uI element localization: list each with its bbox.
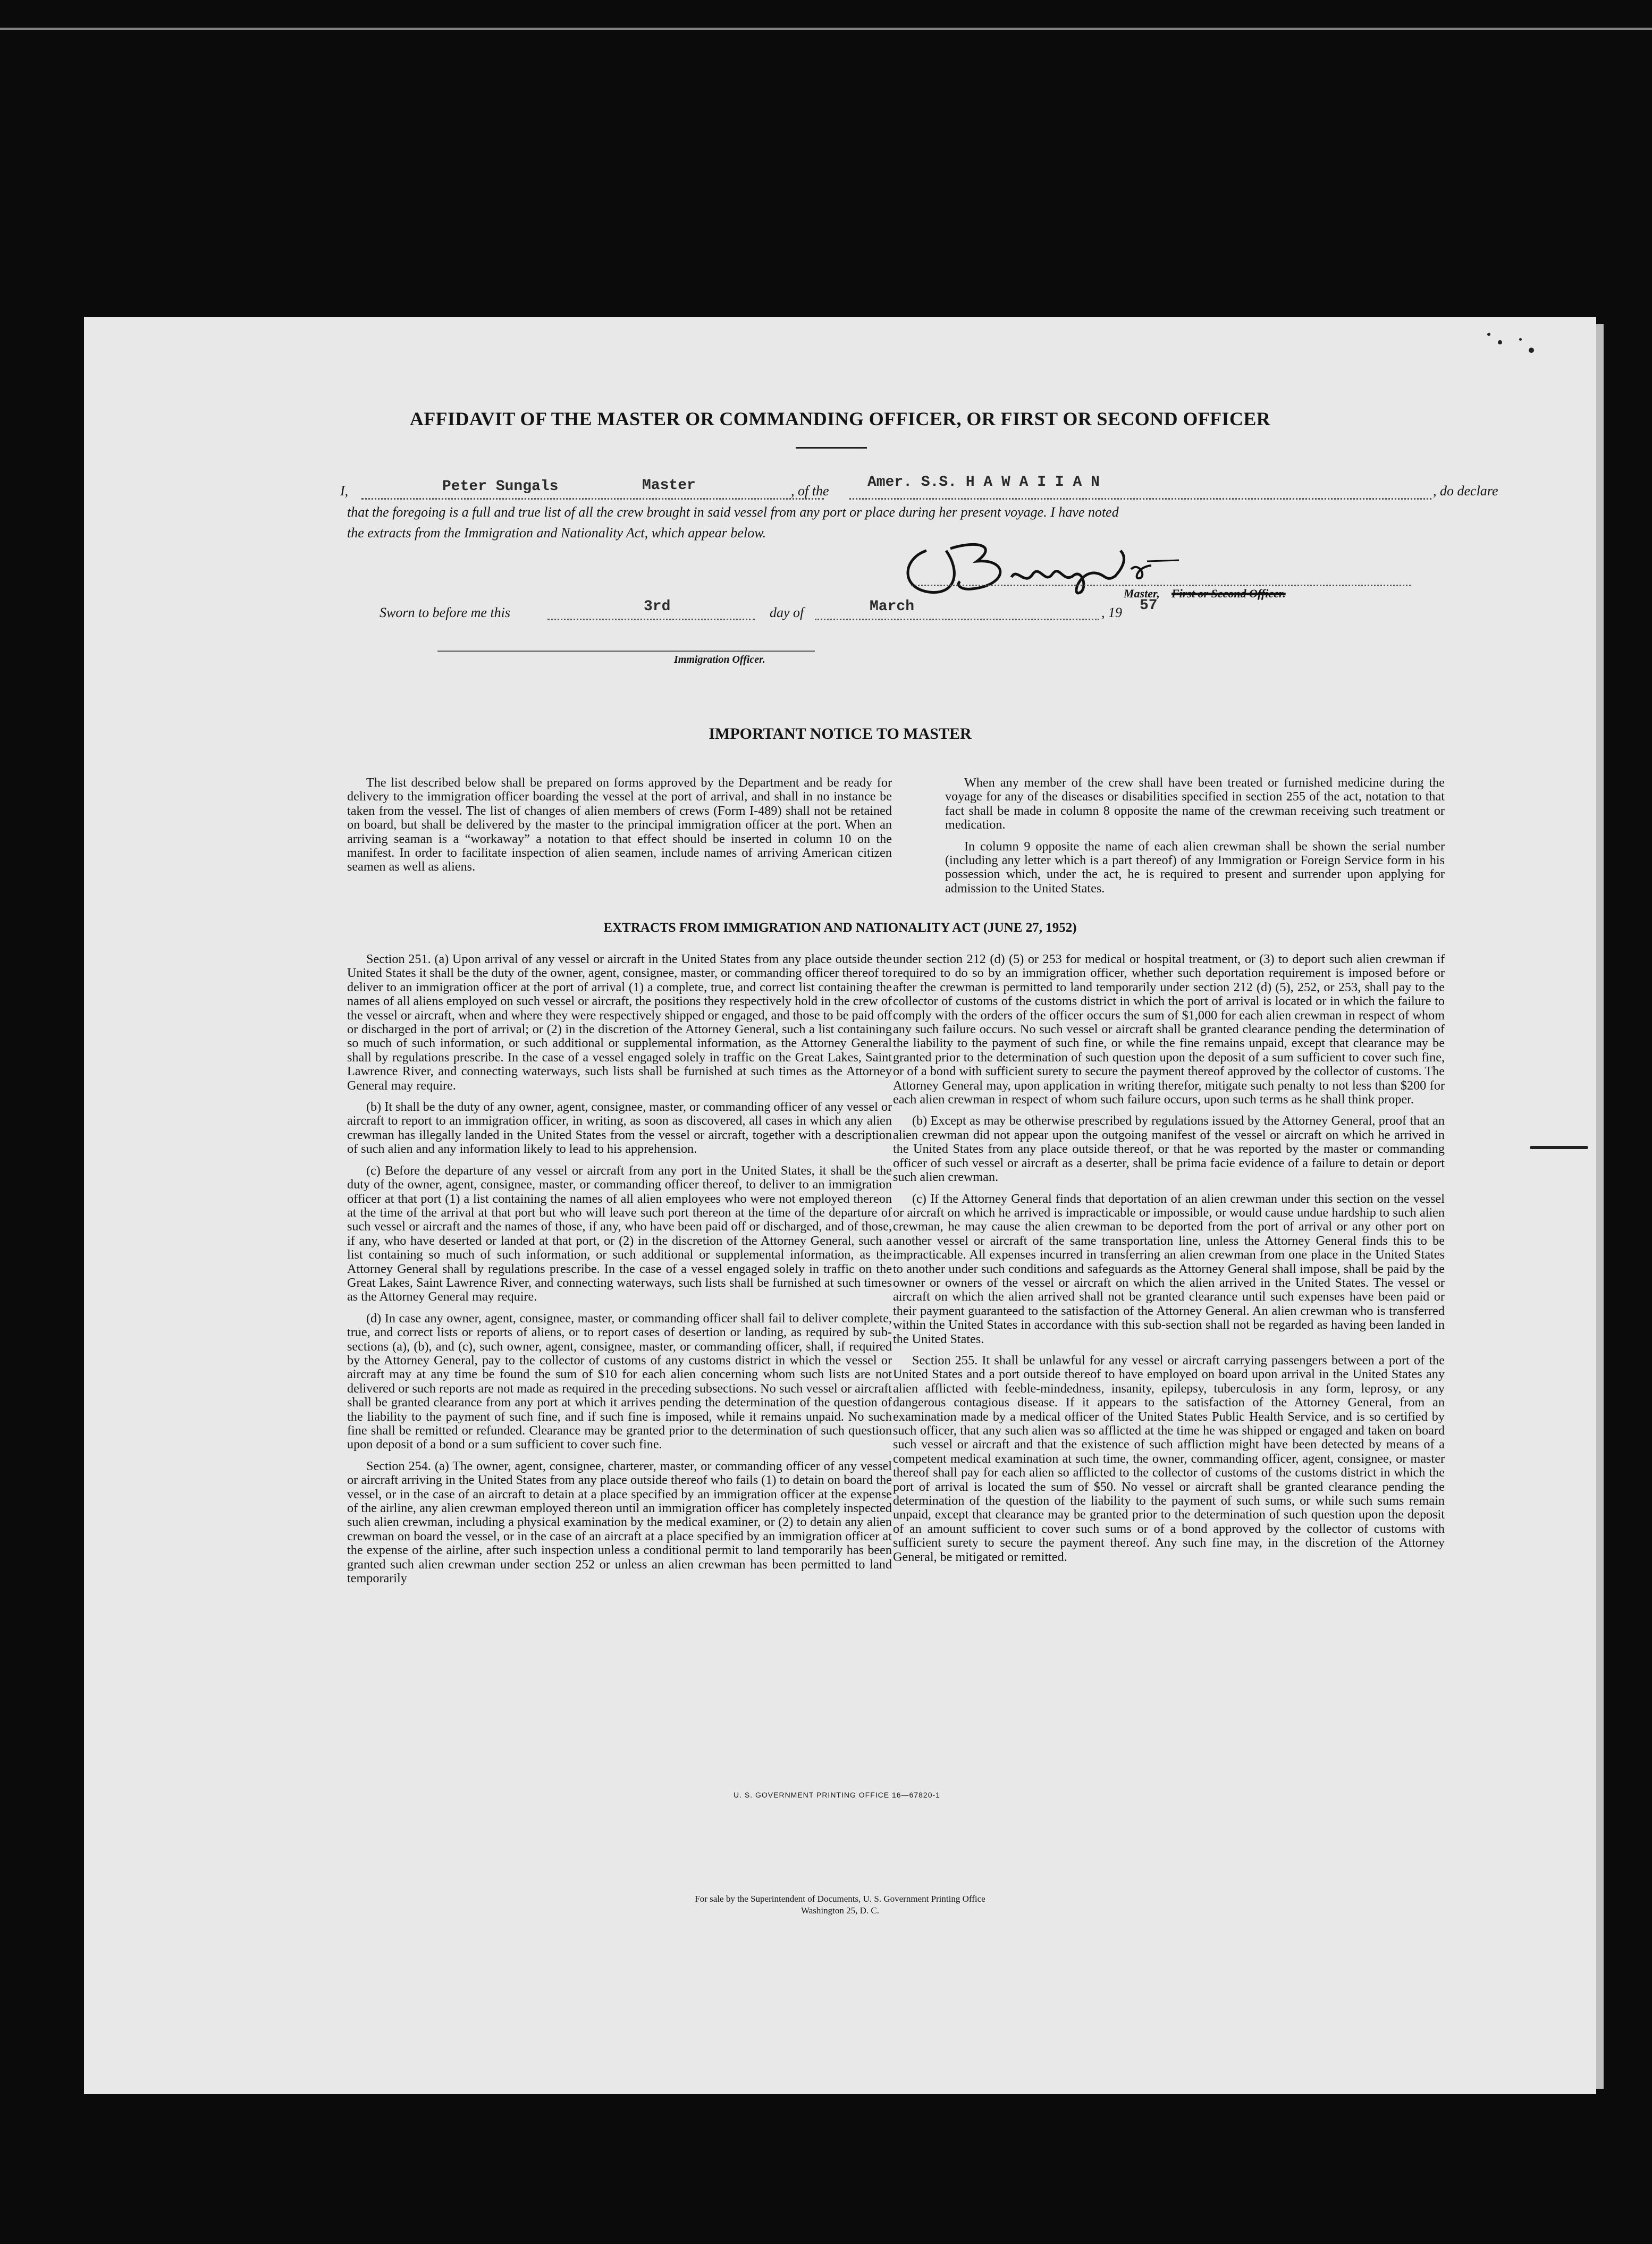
immigration-officer-label: Immigration Officer. <box>674 654 765 665</box>
heading-rule <box>796 447 867 449</box>
extracts-right-column <box>893 952 1445 1572</box>
section-251-a: Section 251. (a) Upon arrival of any vessel or aircraft in the United States from any place outside the United States it shall be the duty of the owner, agent, consignee, master, or commanding officer thereof to deliver to an immigration officer at the port of arrival (1) a complete, true, and correct list containing the names of all aliens employed on such vessel or aircraft, the positions they respectively hold in the crew of the vessel or aircraft, when and where they were respectively shipped or engaged, and those to be paid off or discharged in the port of arrival; or (2) in the discretion of the Attorney General, such a list containing so much of such information, or such additional or supplemental information, as the Attorney General shall by regulations prescribe. In the case of a vessel engaged solely in traffic on the Great Lakes, Saint Lawrence River, and connecting waterways, such lists shall be furnished at such times as the Attorney General may require. <box>347 952 892 1093</box>
signature-line <box>911 585 1411 586</box>
section-251-b: (b) It shall be the duty of any owner, agent, consignee, master, or commanding officer of any vessel or aircraft to report to an immigration officer, in writing, as soon as discovered, all cases in which any alien crewman has illegally landed in the United States from the vessel or aircraft, together with a description of such alien and any information likely to lead to his apprehension. <box>347 1100 892 1157</box>
vessel-name: Amer. S.S. H A W A I I A N <box>867 474 1100 491</box>
declaration-line-1: that the foregoing is a full and true list of all the crew brought in said vessel from any port or place during her present voyage. I have noted <box>347 504 1119 520</box>
scan-top-edge <box>0 28 1652 30</box>
name-field-line <box>361 498 824 500</box>
year-prefix: , 19 <box>1101 605 1122 620</box>
section-251-c: (c) Before the departure of any vessel or aircraft from any port in the United States, it shall be the duty of the owner, agent, consignee, master, or commanding officer thereof, to deliver to an immigration officer at that port (1) a list containing the names of all alien employees who were not employed thereon at the time of the arrival at that port but who will leave such port thereon at the time of the departure of such vessel or aircraft and the names of those, if any, who have been paid off or discharged, and of those, if any, who have deserted or landed at that port, or (2) in the discretion of the Attorney General, such a list containing so much of such information, or such additional or supplemental information, as the Attorney General shall by regulations prescribe. In the case of a vessel engaged solely in traffic on the Great Lakes, Saint Lawrence River, and connecting waterways, such lists shall be furnished at such times as the Attorney General may require. <box>347 1163 892 1304</box>
sale-line-2: Washington 25, D. C. <box>801 1905 879 1916</box>
notice-right-paragraph-2: In column 9 opposite the name of each alien crewman shall be shown the serial number (including any letter which is a part thereof) of any Immigration or Foreign Service form in his possession which, under the act, he is required to present and surrender upon applying for admission to the United States. <box>945 839 1445 896</box>
i-label: I, <box>340 483 349 499</box>
vessel-field-line <box>849 498 1431 500</box>
signature-title-struck: First or Second Officer. <box>1171 587 1286 600</box>
sworn-day-line <box>547 619 755 620</box>
printer-mark: U. S. GOVERNMENT PRINTING OFFICE 16—67820-1 <box>734 1791 940 1799</box>
scan-speck <box>1529 348 1534 353</box>
immigration-officer-line <box>437 651 815 652</box>
section-254-b: (b) Except as may be otherwise prescribed by regulations issued by the Attorney General, proof that an alien crewman did not appear upon the outgoing manifest of the vessel or aircraft on which he arrived in the United States from any place outside thereof, or that he was reported by the master or commanding officer of such vessel or aircraft as a deserter, shall be prima facie evidence of a failure to detain or deport such alien crewman. <box>893 1113 1445 1185</box>
scan-page-edge <box>1596 324 1604 2089</box>
scan-speck <box>1498 340 1502 344</box>
do-declare-label: , do declare <box>1433 483 1498 499</box>
section-254-a-continued: under section 212 (d) (5) or 253 for medical or hospital treatment, or (3) to deport such alien crewman if required to do so by an immigration officer, whether such deportation requirement is imposed before or after the crewman is permitted to land temporarily under section 212 (d) (5), 252, or 253, shall pay to the collector of customs of the customs district in which the port of arrival is located or in which the failure to comply with the orders of the officer occurs the sum of $1,000 for each alien crewman in respect of whom any such failure occurs. No such vessel or aircraft shall be granted clearance pending the determination of the liability to the payment of such fine, or while the fine remains unpaid, except that clearance may be granted prior to the determination of such question upon the deposit of a sum sufficient to cover such fine, or of a bond with sufficient surety to secure the payment thereof approved by the collector of customs. The Attorney General may, upon application in writing therefor, mitigate such penalty to not less than $200 for each alien crewman in respect of whom such failure occurs, upon such terms as he shall think proper. <box>893 952 1445 1107</box>
section-254-c: (c) If the Attorney General finds that deportation of an alien crewman under this section on the vessel or aircraft on which he arrived is impracticable or impossible, or would cause undue hardship to such alien crewman, he may cause the alien crewman to be deported from the port of arrival or any other port on another vessel or aircraft of the same transportation line, unless the Attorney General finds this to be impracticable. All expenses incurred in transferring an alien crewman from one place in the United States to another under such conditions and safeguards as the Attorney General shall impose, shall be paid by the owner or owners of the vessel or aircraft on which the alien arrived in the United States. The vessel or aircraft on which the alien arrived shall not be granted clearance until such expenses have been paid or their payment guaranteed to the satisfaction of the Attorney General. An alien crewman who is transferred within the United States in accordance with this sub-section shall not be regarded as having been landed in the United States. <box>893 1191 1445 1346</box>
notice-left-paragraph: The list described below shall be prepared on forms approved by the Department and be ready for delivery to the immigration officer boarding the vessel at the port of arrival, and shall in no instance be taken from the vessel. The list of changes of alien members of crews (Form I-489) shall not be retained on board, but shall be delivered by the master to the principal immigration officer at the port. When an arriving seaman is a “workaway” a notation to that effect should be inserted in column 10 on the manifest. In order to facilitate inspection of alien seamen, include names of arriving American citizen seamen as well as aliens. <box>347 775 892 874</box>
notice-heading: IMPORTANT NOTICE TO MASTER <box>709 725 972 743</box>
section-251-d: (d) In case any owner, agent, consignee, master, or commanding officer shall fail to deliver complete, true, and correct lists or reports of aliens, or to report cases of desertion or landing, as required by sub-sections (a), (b), and (c), such owner, agent, consignee, master, or commanding officer, shall, if required by the Attorney General, pay to the collector of customs of any customs district in which the vessel or aircraft may at any time be found the sum of $10 for each alien concerning whom such lists are not delivered or such reports are not made as required in the preceding subsections. No such vessel or aircraft shall be granted clearance from any port at which it arrives pending the determination of the question of the liability to the payment of such fine, and if such fine is imposed, while it remains unpaid. No such fine shall be remitted or refunded. Clearance may be granted prior to the determination of such question upon deposit of a bond or a sum sufficient to cover such fine. <box>347 1311 892 1452</box>
declarant-rank: Master <box>642 477 696 494</box>
sworn-month-line <box>815 619 1099 620</box>
declaration-line-2: the extracts from the Immigration and Nationality Act, which appear below. <box>347 525 766 541</box>
sworn-day: 3rd <box>644 598 671 615</box>
affidavit-heading: AFFIDAVIT OF THE MASTER OR COMMANDING OFFICER, OR FIRST OR SECOND OFFICER <box>409 408 1271 429</box>
of-the-label: , of the <box>791 483 829 499</box>
notice-right-paragraph-1: When any member of the crew shall have been treated or furnished medicine during the voyage for any of the diseases or disabilities specified in section 255 of the act, notation to that fact shall be made in column 8 opposite the name of the crewman receiving such treatment or medication. <box>945 775 1445 832</box>
scan-speck <box>1487 333 1490 336</box>
section-255: Section 255. It shall be unlawful for any vessel or aircraft carrying passengers between a port of the United States and a port outside thereof to have employed on board upon arrival in the United States any alien afflicted with feeble-mindedness, insanity, epilepsy, tuberculosis in any form, leprosy, or any dangerous contagious disease. If it appears to the satisfaction of the Attorney General, from an examination made by a medical officer of the United States Public Health Service, and is so certified by such officer, that any such alien was so afflicted at the time he was shipped or engaged and taken on board such vessel or aircraft and that the existence of such affliction might have been detected by means of a competent medical examination at such time, the owner, commanding officer, agent, consignee, or master thereof shall pay for each alien so afflicted to the collector of customs of the customs district in which the port of arrival is located the sum of $50. No vessel or aircraft shall be granted clearance pending the determination of the question of the liability to the payment of such sums, or while such sums remain unpaid, except that clearance may be granted prior to the determination of such question upon the deposit of an amount sufficient to cover such sums or of a bond approved by the collector of customs with sufficient surety to secure the payment thereof. Any such fine may, in the discretion of the Attorney General, be mitigated or remitted. <box>893 1353 1445 1564</box>
sale-line-1: For sale by the Superintendent of Documents, U. S. Government Printing Office <box>695 1894 985 1904</box>
affidavit-page <box>84 317 1596 2094</box>
declarant-name: Peter Sungals <box>442 478 559 495</box>
scan-mark <box>1530 1146 1588 1149</box>
section-254-a: Section 254. (a) The owner, agent, consignee, charterer, master, or commanding officer of any vessel or aircraft arriving in the United States from any place outside thereof who fails (1) to detain on board the vessel, or in the case of an aircraft to detain at a place specified by an immigration officer at the expense of the airline, any alien crewman employed thereon until an immigration officer has completely inspected such alien crewman, including a physical examination by the medical examiner, or (2) to detain any alien crewman on board the vessel, or in the case of an aircraft at a place specified by an immigration officer at the expense of the airline, after such inspection unless a conditional permit to land temporarily has been granted such alien crewman under section 252 or unless an alien crewman has been permitted to land temporarily <box>347 1458 892 1586</box>
extracts-left-column <box>347 952 892 1593</box>
day-of-label: day of <box>770 605 804 620</box>
sworn-year: 57 <box>1140 597 1158 614</box>
signature-title-prefix: Master, <box>1124 587 1160 600</box>
sworn-label: Sworn to before me this <box>380 605 511 620</box>
notice-right-column <box>945 776 1445 903</box>
notice-left-column <box>347 776 892 882</box>
sworn-month: March <box>870 598 915 615</box>
scan-speck <box>1519 338 1522 341</box>
extracts-heading: EXTRACTS FROM IMMIGRATION AND NATIONALITY ACT (JUNE 27, 1952) <box>603 921 1077 935</box>
